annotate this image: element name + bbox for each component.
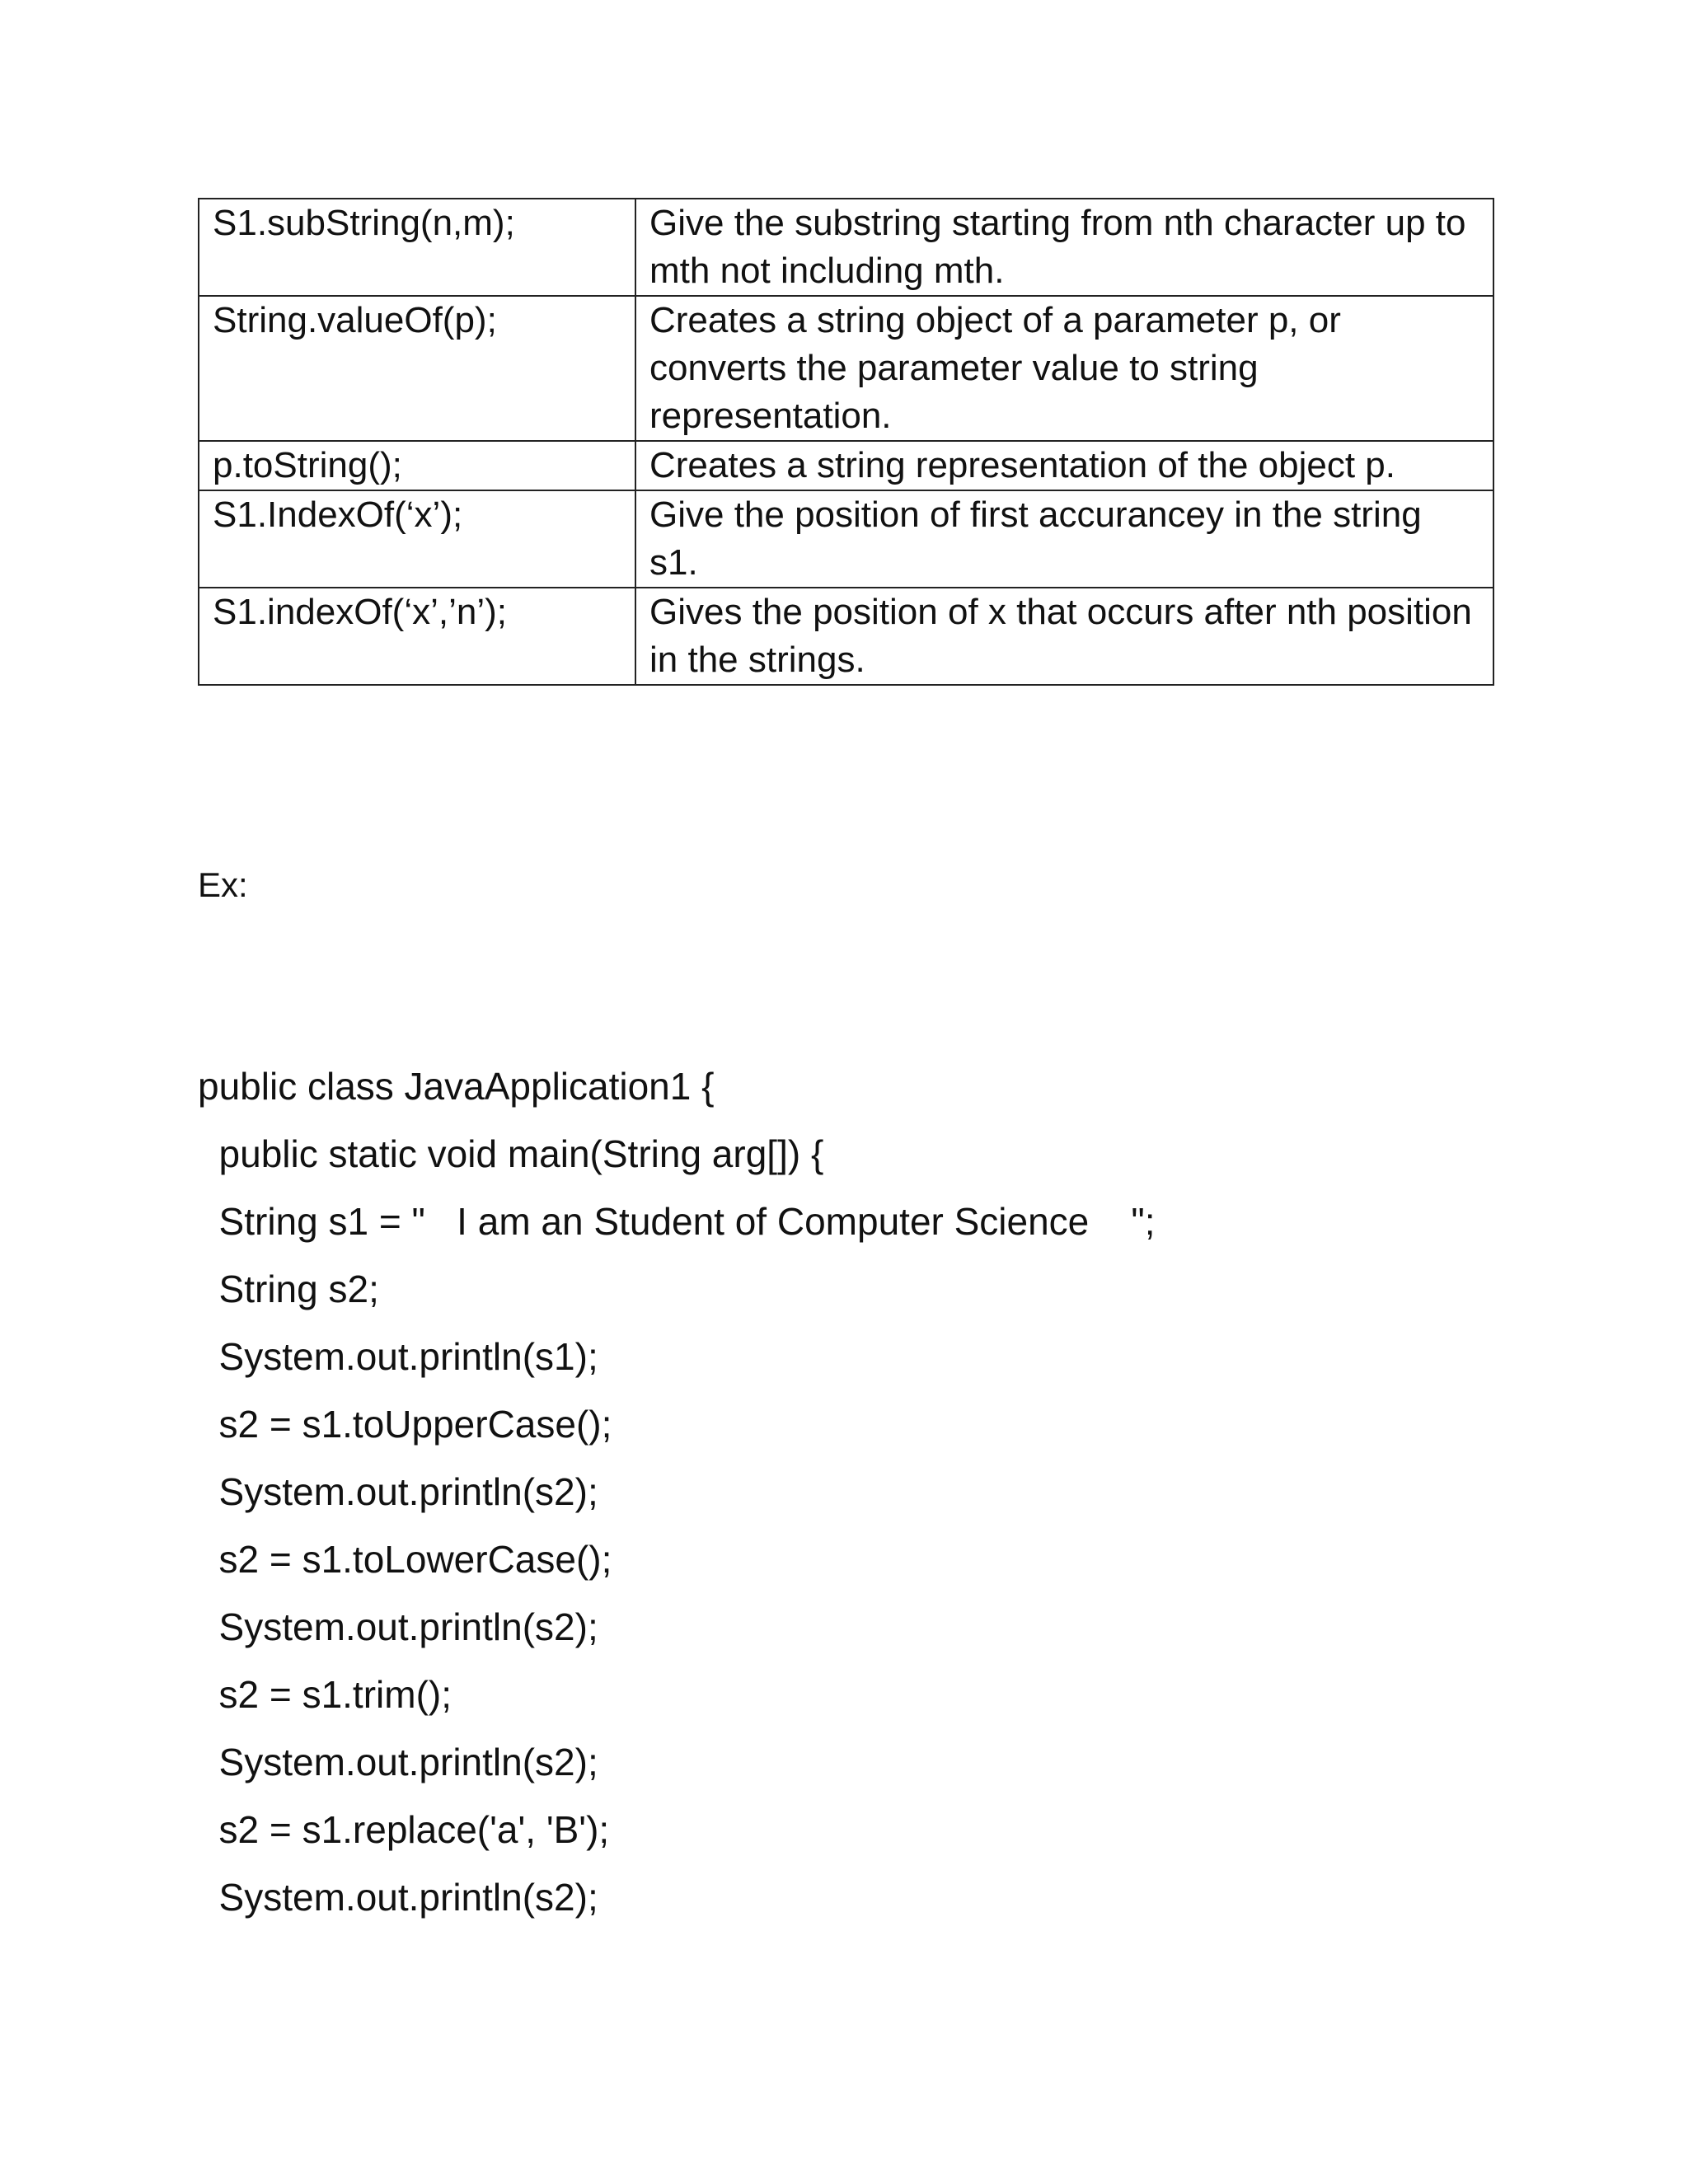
- method-cell: String.valueOf(p);: [199, 296, 635, 441]
- code-line: public class JavaApplication1 {: [198, 1065, 715, 1108]
- description-cell: Creates a string object of a parameter p, or converts the parameter value to string representation.: [635, 296, 1493, 441]
- code-line: System.out.println(s2);: [198, 1470, 598, 1513]
- code-line: s2 = s1.trim();: [198, 1673, 452, 1716]
- code-line: System.out.println(s2);: [198, 1876, 598, 1919]
- method-cell: S1.IndexOf(‘x’);: [199, 490, 635, 588]
- string-methods-table: [198, 198, 1494, 686]
- code-line: s2 = s1.replace('a', 'B');: [198, 1808, 610, 1851]
- table-row: [199, 296, 1493, 441]
- table-row: [199, 588, 1493, 685]
- code-line: public static void main(String arg[]) {: [198, 1132, 824, 1175]
- code-line: System.out.println(s2);: [198, 1741, 598, 1783]
- code-line: System.out.println(s2);: [198, 1605, 598, 1648]
- table-row: [199, 490, 1493, 588]
- method-cell: p.toString();: [199, 441, 635, 490]
- code-line: s2 = s1.toUpperCase();: [198, 1403, 612, 1446]
- example-label: Ex:: [198, 865, 248, 904]
- description-cell: Give the position of first accurancey in the string s1.: [635, 490, 1493, 588]
- method-cell: S1.subString(n,m);: [199, 199, 635, 296]
- description-cell: Gives the position of x that occurs after nth position in the strings.: [635, 588, 1493, 685]
- code-line: System.out.println(s1);: [198, 1335, 598, 1378]
- description-cell: Give the substring starting from nth character up to mth not including mth.: [635, 199, 1493, 296]
- code-line: s2 = s1.toLowerCase();: [198, 1538, 612, 1581]
- code-line: String s2;: [198, 1268, 379, 1310]
- table-row: [199, 441, 1493, 490]
- code-line: String s1 = " I am an Student of Computer Science ";: [198, 1200, 1156, 1243]
- table-row: [199, 199, 1493, 296]
- description-cell: Creates a string representation of the object p.: [635, 441, 1493, 490]
- method-cell: S1.indexOf(‘x’,’n’);: [199, 588, 635, 685]
